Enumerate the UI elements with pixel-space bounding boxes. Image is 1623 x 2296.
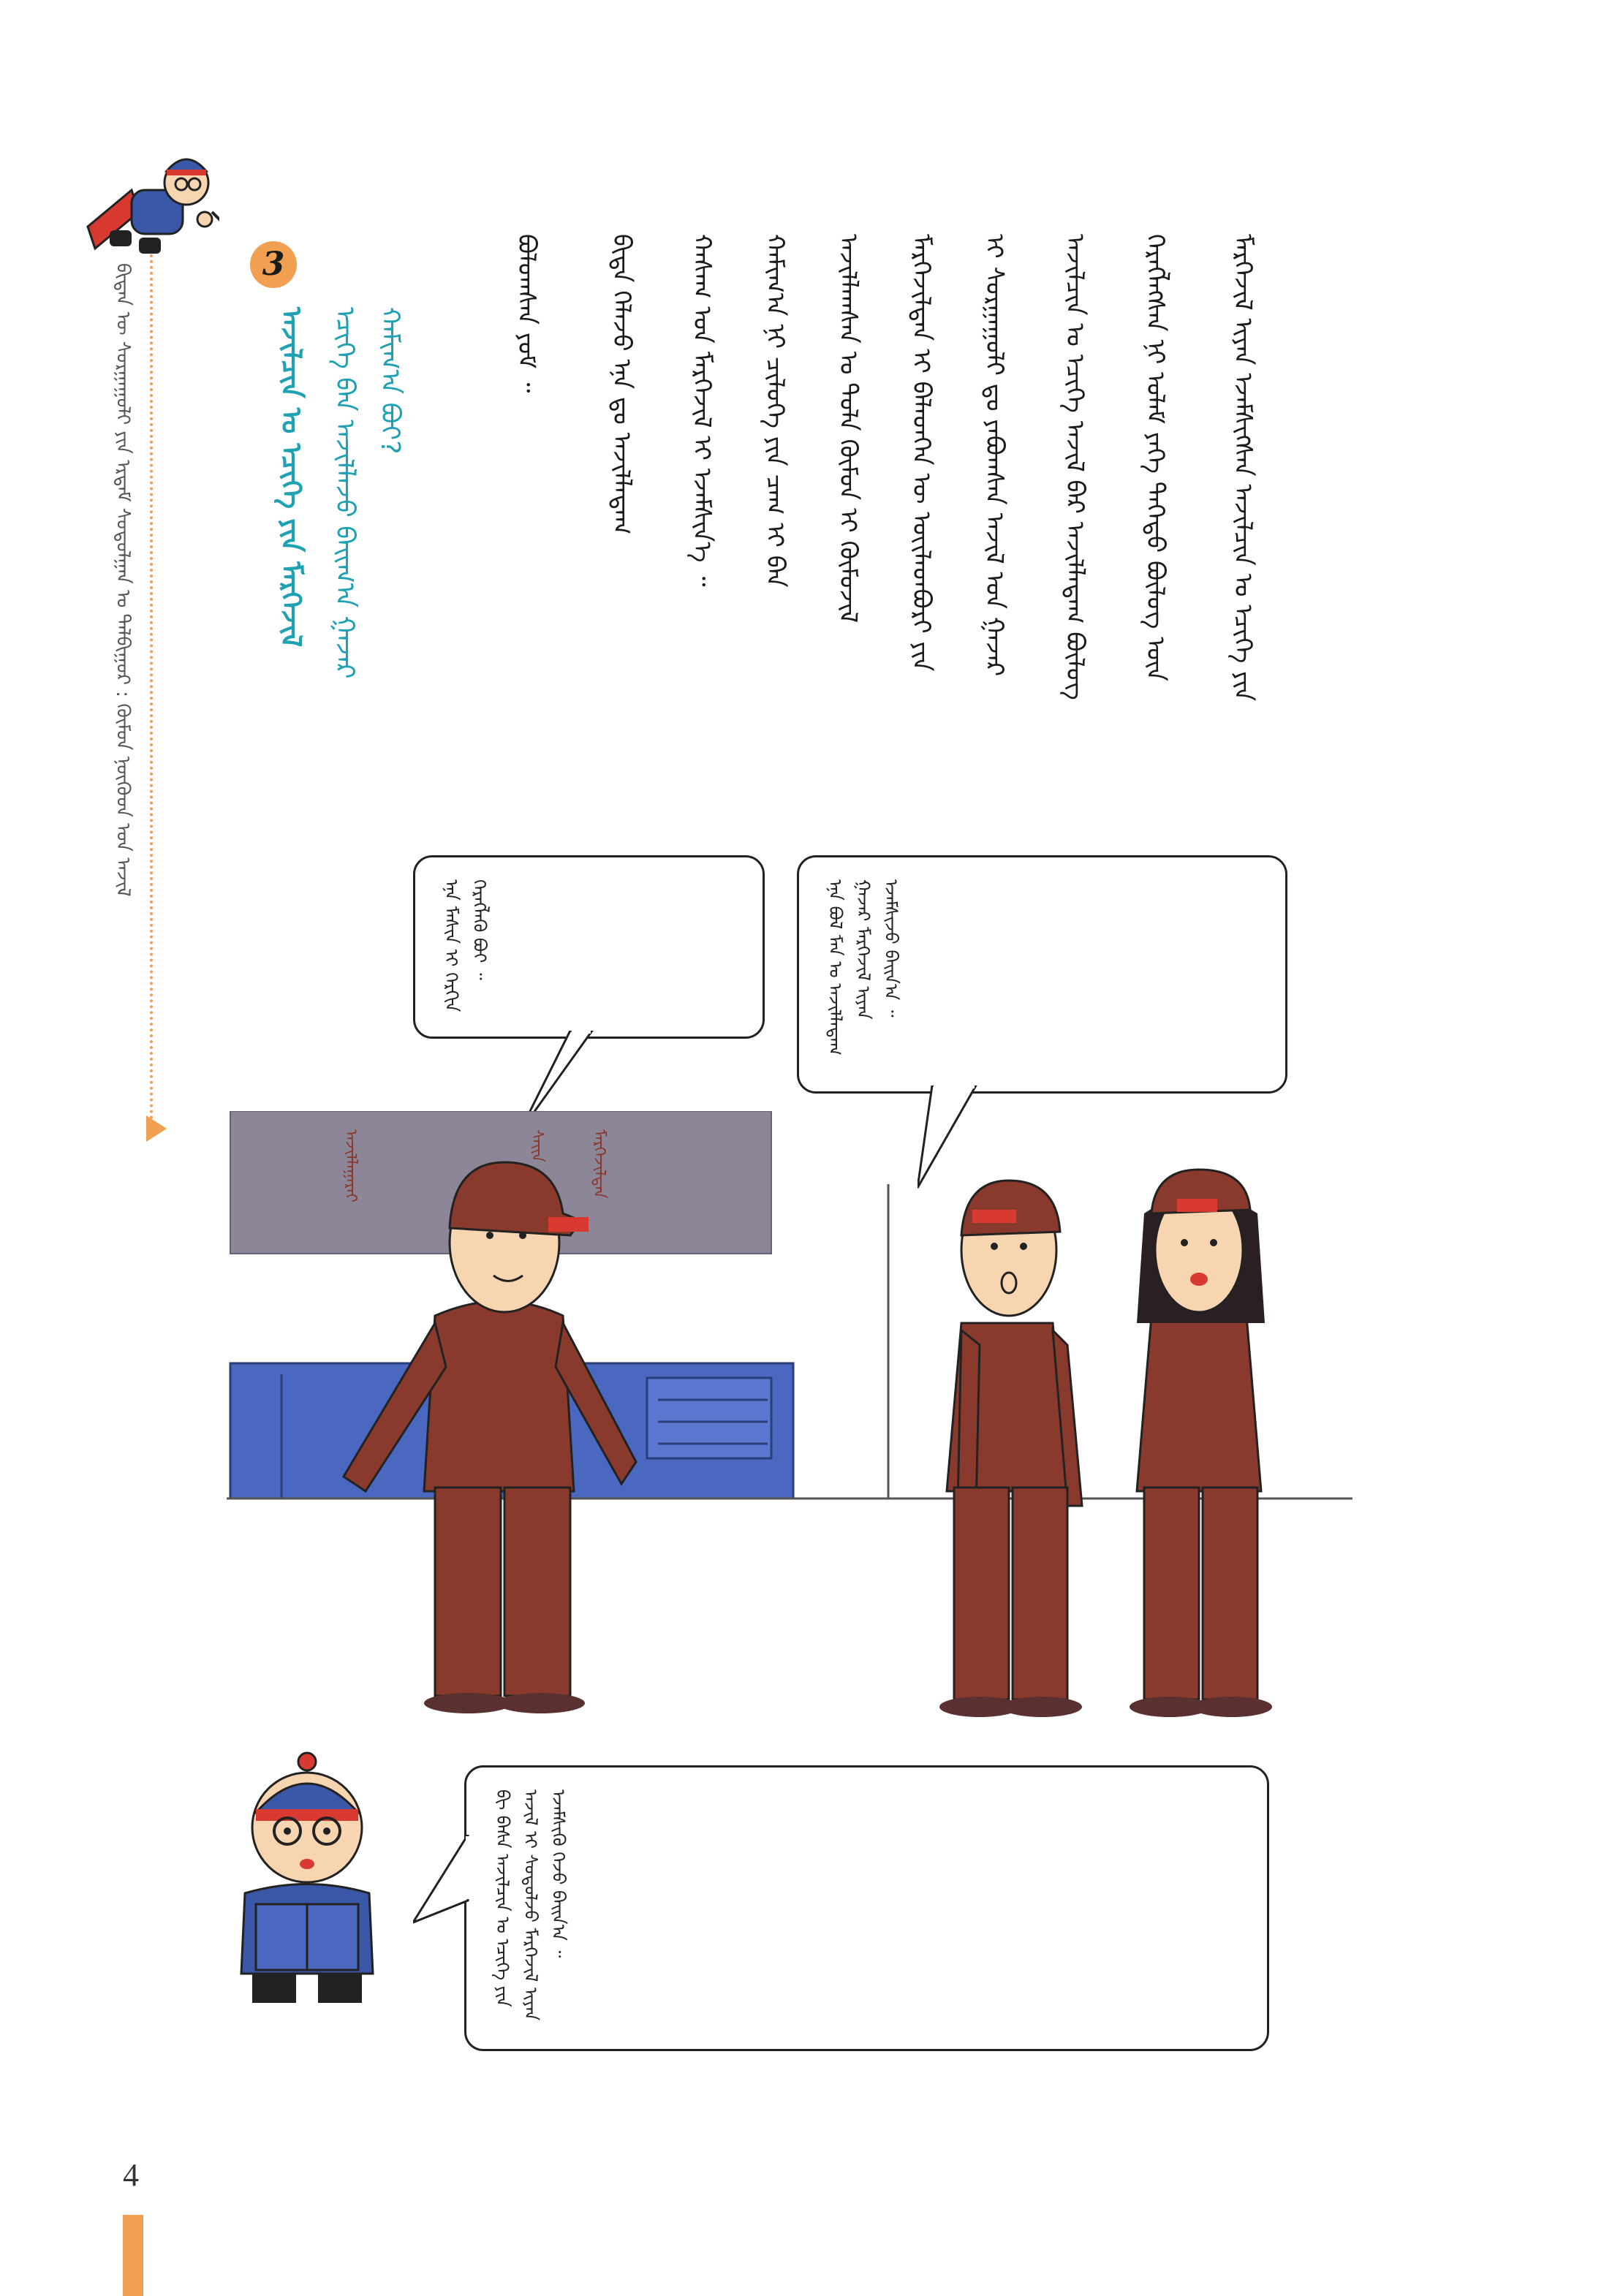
page-accent-bar: [123, 2215, 143, 2296]
speech-bubble-text: ᠡᠨᠡ ᠪᠣᠯ ᠮᠠᠨ ᠤ ᠠᠵᠢᠯᠯᠠᠳᠠᠭ ᠭᠠᠵᠠᠷ ᠮᠡᠷᠭᠡᠵᠢᠯ ᠢᠶᠡᠨ ᠡᠵᠡᠮᠰᠢᠵᠦ ᠪᠠᠢᠨ᠎ᠠ ᠃: [825, 879, 902, 1056]
body-column-8: ᠠᠵᠢᠯᠴᠢᠨ ᠤ ᠡᠴᠢᠭᠡ ᠠᠵᠢᠯ ᠪᠠᠷ ᠠᠵᠢᠯᠯᠠᠳᠠᠭ ᠪᠦᠯᠦᠭ: [1060, 234, 1090, 700]
body-column-2: ᠪᠢᠳᠡ ᠬᠡᠯᠡᠵᠦ ᠡᠨᠡ ᠳᠤ ᠠᠵᠢᠯᠯᠠᠳᠠᠭ: [607, 234, 637, 535]
wall-sign-text-2: ᠰᠠᠢᠨ: [528, 1129, 546, 1163]
page-number: 4: [123, 2157, 139, 2193]
speech-bubble-top-right: [797, 855, 1287, 1094]
lesson-question: ᠬᠠᠮᠢᠭ᠎ᠠ ᠪᠤᠢ?: [375, 307, 406, 455]
worker-2: [939, 1181, 1082, 1717]
factory-workers-illustration: [227, 1111, 1367, 1769]
body-column-4: ᠬᠠᠮᠢᠭ᠎ᠠ ᠨᠢ ᠴᠢᠯᠦᠭᠡ ᠶᠢᠨ ᠴᠠᠭ ᠢ ᠪᠠᠨ: [760, 234, 790, 588]
running-header: [106, 263, 140, 897]
reading-boy-mascot: [223, 1747, 391, 2025]
speech-bubble-bottom: [464, 1765, 1269, 2051]
body-column-1: ᠪᠤᠯᠤᠭᠰᠠᠨ ᠶᠤᠮ ᠃: [512, 234, 542, 393]
running-header-text: ᠪᠢᠳᠡᠨ ᠦ ᠰᠤᠷᠭᠠᠭᠤᠯᠢ ᠶᠢᠨ ᠡᠷᠳᠡᠮ ᠰᠤᠳᠤᠯᠭᠠᠨ ᠤ ᠲᠠᠯᠪᠢᠭᠤᠷ : ᠬᠦᠮᠦᠨ ᠨᠦᠭᠦᠳ ᠤᠨ ᠠᠵᠢᠯ: [112, 263, 134, 897]
dotted-rule: [150, 249, 153, 1126]
worker-3: [1130, 1170, 1272, 1717]
body-column-7: ᠢ ᠰᠤᠷᠭᠠᠭᠤᠯᠢ ᠳᠤ ᠶᠠᠪᠤᠭᠰᠠᠨ ᠠᠵᠢᠯ ᠤᠨ ᠭᠠᠵᠠᠷ: [980, 234, 1010, 677]
body-column-6: ᠮᠡᠷᠭᠡᠵᠢᠯᠲᠡᠨ ᠢ ᠪᠡᠯᠡᠳᠬᠡᠨ ᠦ ᠦᠢᠯᠡᠳᠪᠦᠷᠢ ᠶᠢᠨ: [907, 234, 937, 672]
lesson-subtitle: ᠡᠴᠢᠭᠡ ᠪᠠᠨ ᠠᠵᠢᠯᠯᠠᠵᠤ ᠪᠠᠢᠭ᠎ᠠ ᠭᠠᠵᠠᠷ: [330, 307, 360, 679]
wall-sign-text-1: ᠠᠵᠢᠯᠯᠠᠭᠠᠷᠠᠢ: [341, 1129, 360, 1203]
speech-bubble-top-mid: [413, 855, 765, 1039]
body-column-10: ᠮᠡᠷᠭᠡᠵᠢᠯ ᠢᠶᠡᠨ ᠡᠵᠡᠮᠰᠢᠭᠰᠡᠨ ᠠᠵᠢᠯᠴᠢᠨ ᠤ ᠡᠴᠢᠭᠡ ᠶᠢᠨ: [1228, 234, 1258, 702]
bubble-tail-bottom: [413, 1835, 472, 1930]
triangle-arrow-icon: [146, 1115, 167, 1142]
body-column-9: ᠬᠡᠷᠡᠭᠯᠡᠭᠰᠡᠨ ᠨᠢ ᠤᠯᠠᠮ ᠶᠡᠬᠡ ᠳᠡᠭᠡᠳᠦ ᠪᠦᠯᠦᠭ ᠦᠨ: [1140, 234, 1170, 682]
body-column-3: ᠬᠠᠰᠠᠭ ᠤᠨ ᠮᠡᠷᠭᠡᠵᠢᠯ ᠢ ᠡᠵᠡᠮᠰᠢᠨ᠎ᠡ ᠃: [687, 234, 717, 587]
body-column-5: ᠠᠵᠢᠯᠯᠠᠭᠰᠠᠨ ᠤ ᠲᠤᠯᠠ ᠬᠦᠮᠦᠨ ᠢ ᠬᠦᠮᠦᠵᠢᠯ: [833, 234, 863, 624]
speech-bubble-text: ᠪᠢ ᠪᠠᠰᠠ ᠠᠵᠢᠯᠴᠢᠨ ᠤ ᠡᠴᠢᠭᠡ ᠶᠢᠨ ᠠᠵᠢᠯ ᠢ ᠰᠤᠳᠤᠯᠵᠤ ᠮᠡᠷᠭᠡᠵᠢᠯ ᠢᠶᠡᠨ ᠡᠵᠡᠮᠰᠢᠬᠦ ᠭᠡᠵᠦ ᠪᠠᠢᠨ᠎ᠠ ᠃: [492, 1789, 570, 2021]
speech-bubble-text: ᠡᠨᠡ ᠮᠠᠰᠢᠨ ᠢ ᠬᠡᠷᠬᠢᠨ ᠬᠡᠷᠡᠭᠯᠡᠬᠦ ᠪᠣᠢ ᠃: [441, 879, 490, 1012]
lesson-number-badge: 3: [250, 241, 297, 288]
flying-boy-mascot: [66, 139, 219, 270]
lesson-title: ᠠᠵᠢᠯᠴᠢᠨ ᠤ ᠡᠴᠢᠭᠡ ᠶᠢᠨ ᠮᠡᠷᠭᠡᠵᠢᠯ: [275, 307, 308, 648]
wall-sign-text-3: ᠮᠡᠷᠭᠡᠵᠢᠯᠲᠡᠨ: [590, 1129, 608, 1199]
